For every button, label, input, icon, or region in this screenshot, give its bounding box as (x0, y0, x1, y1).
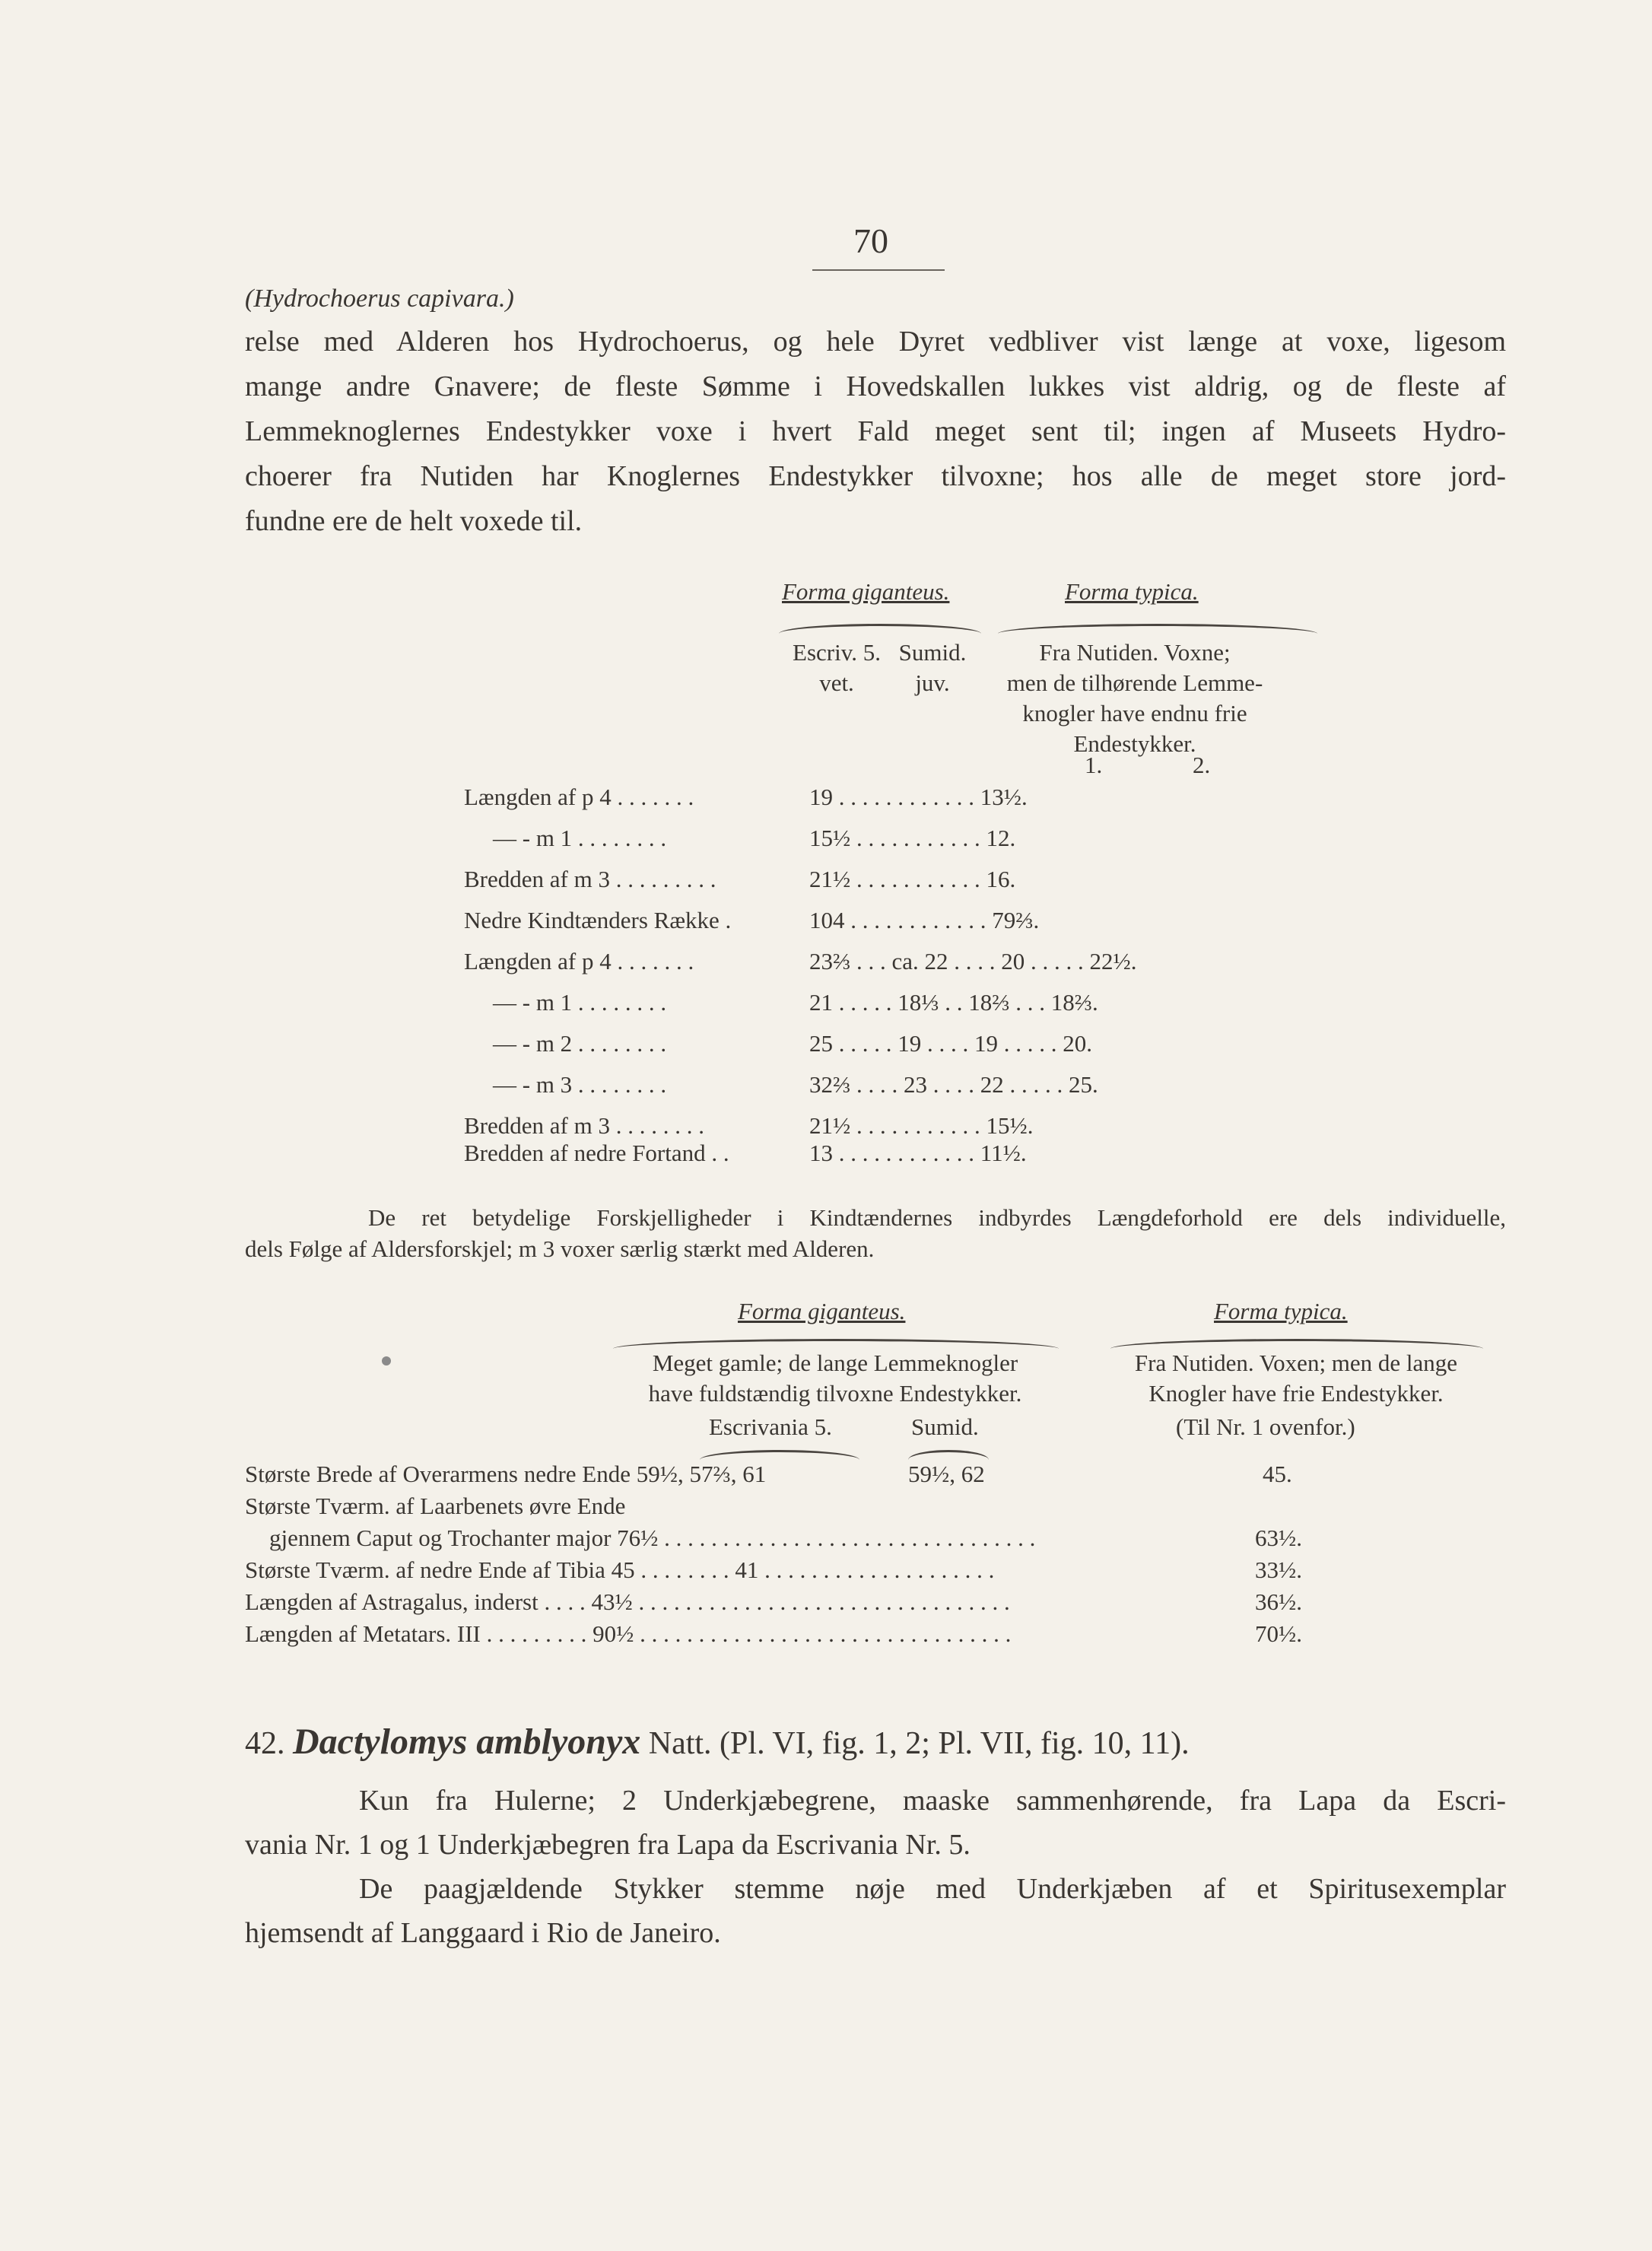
note-line: dels Følge af Aldersforskjel; m 3 voxer særlig stærkt med Alderen. (245, 1235, 875, 1262)
table1-row-values: 23⅔ . . . ca. 22 . . . . 20 . . . . . 22½. (809, 948, 1137, 974)
table2-row-label: Længden af Astragalus, inderst . . . . 43½ . . . . . . . . . . . . . . . . . . . . . . . . . . . . . . . . (245, 1588, 1010, 1615)
closing-line: De paagjældende Stykker stemme nøje med Underkjæben af et Spiritusexemplar (359, 1873, 1506, 1905)
table2-row-label: Største Tværm. af Laarbenets øvre Ende (245, 1493, 626, 1519)
page-number-rule (812, 269, 945, 271)
table1-row-label: — - m 1 . . . . . . . . (493, 825, 667, 851)
table1-row-label: Længden af p 4 . . . . . . . (464, 948, 694, 974)
intro-line: choerer fra Nutiden har Knoglernes Endestykker tilvoxne; hos alle de meget store jord- (245, 460, 1506, 492)
table1-sub-typica: Fra Nutiden. Voxne; men de tilhørende Lemme- knogler have endnu frie Endestykker. (1006, 639, 1263, 757)
table2-row-right: 36½. (1255, 1588, 1302, 1615)
table1-col-2: 2. (1193, 752, 1211, 778)
table2-row-label: Længden af Metatars. III . . . . . . . . . 90½ . . . . . . . . . . . . . . . . . . . . . . . . . . . . . . . . (245, 1620, 1012, 1647)
table1-sub-escriv: Escriv. 5. vet. (793, 639, 881, 696)
table2-col-escrivania: Escrivania 5. (709, 1413, 832, 1440)
table2-head-typica: Forma typica. (1214, 1298, 1348, 1324)
closing-line: hjemsendt af Langgaard i Rio de Janeiro. (245, 1917, 721, 1949)
section-number: 42. (245, 1726, 285, 1761)
table1-row-values: 21 . . . . . 18⅓ . . 18⅔ . . . 18⅔. (809, 989, 1098, 1016)
table2-col-typica: (Til Nr. 1 ovenfor.) (1176, 1413, 1355, 1440)
table1-col-1: 1. (1085, 752, 1103, 778)
table2-brace-sumid (908, 1450, 989, 1460)
section-heading (245, 1721, 1190, 1763)
table1-head-typica: Forma typica. (1065, 578, 1199, 605)
intro-line: Lemmeknoglernes Endestykker voxe i hvert Fald meget sent til; ingen af Museets Hydro- (245, 415, 1506, 447)
table2-row-label: Største Tværm. af nedre Ende af Tibia 45 . . . . . . . . 41 . . . . . . . . . . . . . . . . . . . . (245, 1556, 995, 1583)
section-species: Dactylomys amblyonyx (293, 1722, 641, 1762)
intro-line: mange andre Gnavere; de fleste Sømme i Hovedskallen lukkes vist aldrig, og de fleste af (245, 370, 1506, 402)
table1-row-label: — - m 2 . . . . . . . . (493, 1030, 667, 1057)
closing-line: vania Nr. 1 og 1 Underkjæbegren fra Lapa da Escrivania Nr. 5. (245, 1829, 971, 1861)
section-reference: Natt. (Pl. VI, fig. 1, 2; Pl. VII, fig. 10, 11). (648, 1726, 1190, 1761)
table2-row-right: 63½. (1255, 1525, 1302, 1551)
table2-row-right: 45. (1263, 1461, 1292, 1487)
table2-row-right: 70½. (1255, 1620, 1302, 1647)
table1-row-values: 15½ . . . . . . . . . . . 12. (809, 825, 1016, 851)
table2-row-right: 33½. (1255, 1556, 1302, 1583)
table2-sub-typica: Fra Nutiden. Voxen; men de lange Knogler have frie Endestykker. (1134, 1350, 1458, 1407)
intro-line: fundne ere de helt voxede til. (245, 505, 583, 537)
intro-line: relse med Alderen hos Hydrochoerus, og hele Dyret vedbliver vist længe at voxe, ligesom (245, 326, 1506, 358)
running-head: (Hydrochoerus capivara.) (245, 285, 514, 313)
table2-sub-giganteus: Meget gamle; de lange Lemmeknogler have fuldstændig tilvoxne Endestykker. (648, 1350, 1022, 1407)
table1-row-label: — - m 3 . . . . . . . . (493, 1071, 667, 1098)
table1-row-values: 21½ . . . . . . . . . . . 15½. (809, 1112, 1034, 1139)
table1-row-label: Længden af p 4 . . . . . . . (464, 784, 694, 810)
table1-brace-giganteus (779, 624, 981, 634)
page-number: 70 (853, 221, 888, 260)
table1-row-values: 13 . . . . . . . . . . . . 11½. (809, 1140, 1027, 1166)
table1-row-values: 104 . . . . . . . . . . . . 79⅔. (809, 907, 1040, 933)
table1-row-label: Bredden af m 3 . . . . . . . . . (464, 866, 716, 892)
table1-row-label: Bredden af nedre Fortand . . (464, 1140, 729, 1166)
table1-row-values: 19 . . . . . . . . . . . . 13½. (809, 784, 1028, 810)
table1-sub-sumid: Sumid. juv. (898, 639, 967, 696)
closing-line: Kun fra Hulerne; 2 Underkjæbegrene, maaske sammenhørende, fra Lapa da Escri- (359, 1785, 1506, 1817)
table2-col-sumid: Sumid. (911, 1413, 979, 1440)
table2-row-label: Største Brede af Overarmens nedre Ende 59½, 57⅔, 61 (245, 1461, 767, 1487)
table2-row-mid: 59½, 62 (908, 1461, 985, 1487)
table1-row-values: 25 . . . . . 19 . . . . 19 . . . . . 20. (809, 1030, 1092, 1057)
table1-row-values: 21½ . . . . . . . . . . . 16. (809, 866, 1016, 892)
table2-head-giganteus: Forma giganteus. (738, 1298, 906, 1324)
table1-row-label: — - m 1 . . . . . . . . (493, 989, 667, 1016)
table2-brace-escrivania (700, 1450, 859, 1460)
table1-head-giganteus: Forma giganteus. (782, 578, 950, 605)
table2-row-label: gjennem Caput og Trochanter major 76½ . . . . . . . . . . . . . . . . . . . . . . . . . . . . . . . . (269, 1525, 1036, 1551)
table1-row-values: 32⅔ . . . . 23 . . . . 22 . . . . . 25. (809, 1071, 1098, 1098)
table1-row-label: Bredden af m 3 . . . . . . . . (464, 1112, 704, 1139)
table1-row-label: Nedre Kindtænders Række . (464, 907, 732, 933)
note-line: De ret betydelige Forskjelligheder i Kindtændernes indbyrdes Længdeforhold ere dels individuelle, (368, 1204, 1506, 1231)
table1-brace-typica (998, 624, 1317, 634)
stray-mark-icon (382, 1356, 391, 1366)
